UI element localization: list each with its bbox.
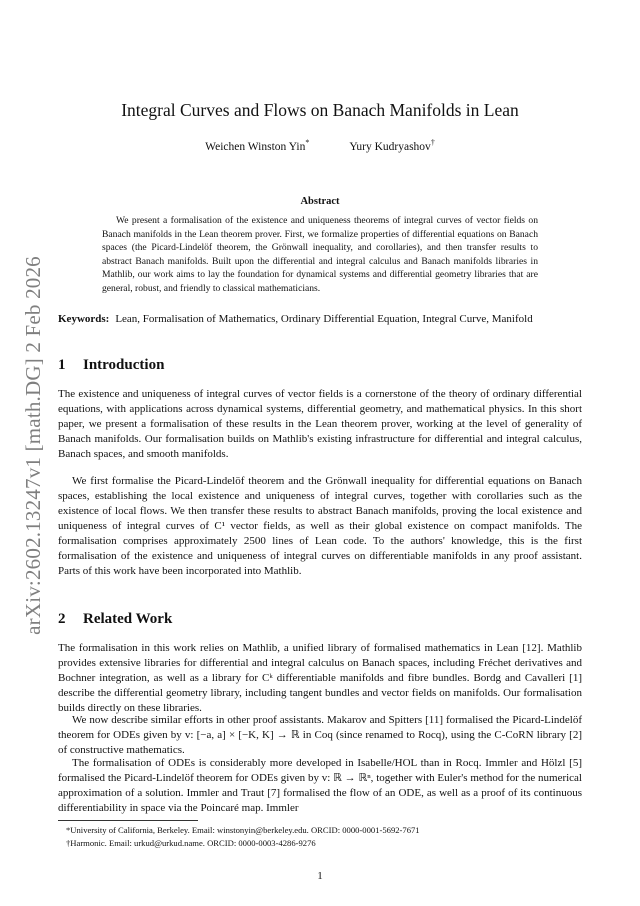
body-paragraph: The formalisation of ODEs is considerably more developed in Isabelle/HOL than in Rocq. Immler and Hölzl [5] formalised the Picard-Lindelöf theorem for ODEs given by v: ℝ → ℝⁿ, together with Euler's method for the numerical approximation of a solution. Immler and Traut [7] formalised the flow of an ODE, as well as a proof of its continuous differentiability in space via the Poincaré map. Immler bbox=[58, 757, 582, 814]
footnotes bbox=[58, 824, 582, 849]
footnote: †Harmonic. Email: urkud@urkud.name. ORCID: 0000-0003-4286-9276 bbox=[66, 837, 316, 848]
page-number: 1 bbox=[317, 870, 323, 882]
author-footnote-mark: * bbox=[305, 138, 310, 147]
paper-page bbox=[58, 0, 582, 906]
keywords-line bbox=[58, 312, 582, 327]
section-number: 1 bbox=[58, 357, 66, 373]
section-heading-related-work bbox=[58, 611, 582, 628]
author: Weichen Winston Yin* bbox=[205, 138, 310, 153]
body-paragraph: The existence and uniqueness of integral curves of vector fields is a cornerstone of the theory of ordinary differential equations, with applications across dynamical systems, differential geometry, and mathematical physics. In this short paper, we present a formalisation of these results in the Lean theorem prover, working at the level of generality of Banach manifolds. Our formalisation builds on Mathlib's existing infrastructure for differential and integral calculus, Banach spaces, and smooth manifolds. bbox=[58, 388, 582, 460]
section-title: Introduction bbox=[83, 357, 165, 373]
body-paragraph: The formalisation in this work relies on Mathlib, a unified library of formalised mathematics in Lean [12]. Mathlib provides extensive libraries for differential and integral calculus on Banach spaces, including Fréchet derivatives and Bochner integration, as well as a library for Cᵏ differentiable manifolds and fibre bundles. Bordg and Cavalleri [1] describe the differential geometry library, including tangent bundles and vector fields on manifolds. Our formalisation builds directly on these libraries. bbox=[58, 642, 582, 714]
footnote-divider bbox=[58, 820, 198, 821]
abstract-text: We present a formalisation of the existence and uniqueness theorems of integral curves of vector fields on Banach manifolds in the Lean theorem prover. First, we formalize properties of differential equations on Banach spaces (the Picard-Lindelöf theorem, the Grönwall inequality, and corollaries), and then transfer results to abstract Banach manifolds. Built upon the differential and integral calculus and Banach manifolds libraries in Mathlib, our work aims to lay the foundation for dynamical systems and differential geometry libraries that are general, robust, and friendly to classical mathematicians. bbox=[102, 215, 538, 294]
keywords-label: Keywords: bbox=[58, 313, 110, 325]
author: Yury Kudryashov† bbox=[349, 138, 435, 153]
author-footnote-mark: † bbox=[430, 138, 435, 147]
keywords-text: Lean, Formalisation of Mathematics, Ordinary Differential Equation, Integral Curve, Manifold bbox=[115, 313, 533, 325]
body-paragraph: We now describe similar efforts in other proof assistants. Makarov and Spitters [11] formalised the Picard-Lindelöf theorem for ODEs given by v: [−a, a] × [−K, K] → ℝ in Coq (since renamed to Rocq), using the C-CoRN library [2] of constructive mathematics. bbox=[58, 714, 582, 756]
paper-title: Integral Curves and Flows on Banach Manifolds in Lean bbox=[121, 100, 519, 120]
body-paragraph: We first formalise the Picard-Lindelöf theorem and the Grönwall inequality for differential equations on Banach spaces, establishing the local existence and uniqueness of integral curves, together with corollaries such as the existence of local flows. We then transfer these results to abstract Banach manifolds, proving the local existence and uniqueness of integral curves of C¹ vector fields, as well as their global existence on compact manifolds. The formalisation comprises approximately 2500 lines of Lean code. To the authors' knowledge, this is the first formalisation of the existence and uniqueness of integral curves on differentiable manifolds in any proof assistant. Parts of this work have been incorporated into Mathlib. bbox=[58, 475, 582, 577]
footnote: *University of California, Berkeley. Email: winstonyin@berkeley.edu. ORCID: 0000-0001-5692-7671 bbox=[66, 825, 420, 835]
section-heading-introduction bbox=[58, 357, 582, 374]
arxiv-stamp-text: arXiv:2602.13247v1 [math.DG] 2 Feb 2026 bbox=[20, 255, 45, 635]
section-title: Related Work bbox=[83, 611, 173, 627]
arxiv-identifier-stamp bbox=[8, 255, 58, 635]
section-number: 2 bbox=[58, 611, 66, 627]
author-list bbox=[58, 138, 582, 153]
abstract-heading: Abstract bbox=[300, 196, 340, 207]
